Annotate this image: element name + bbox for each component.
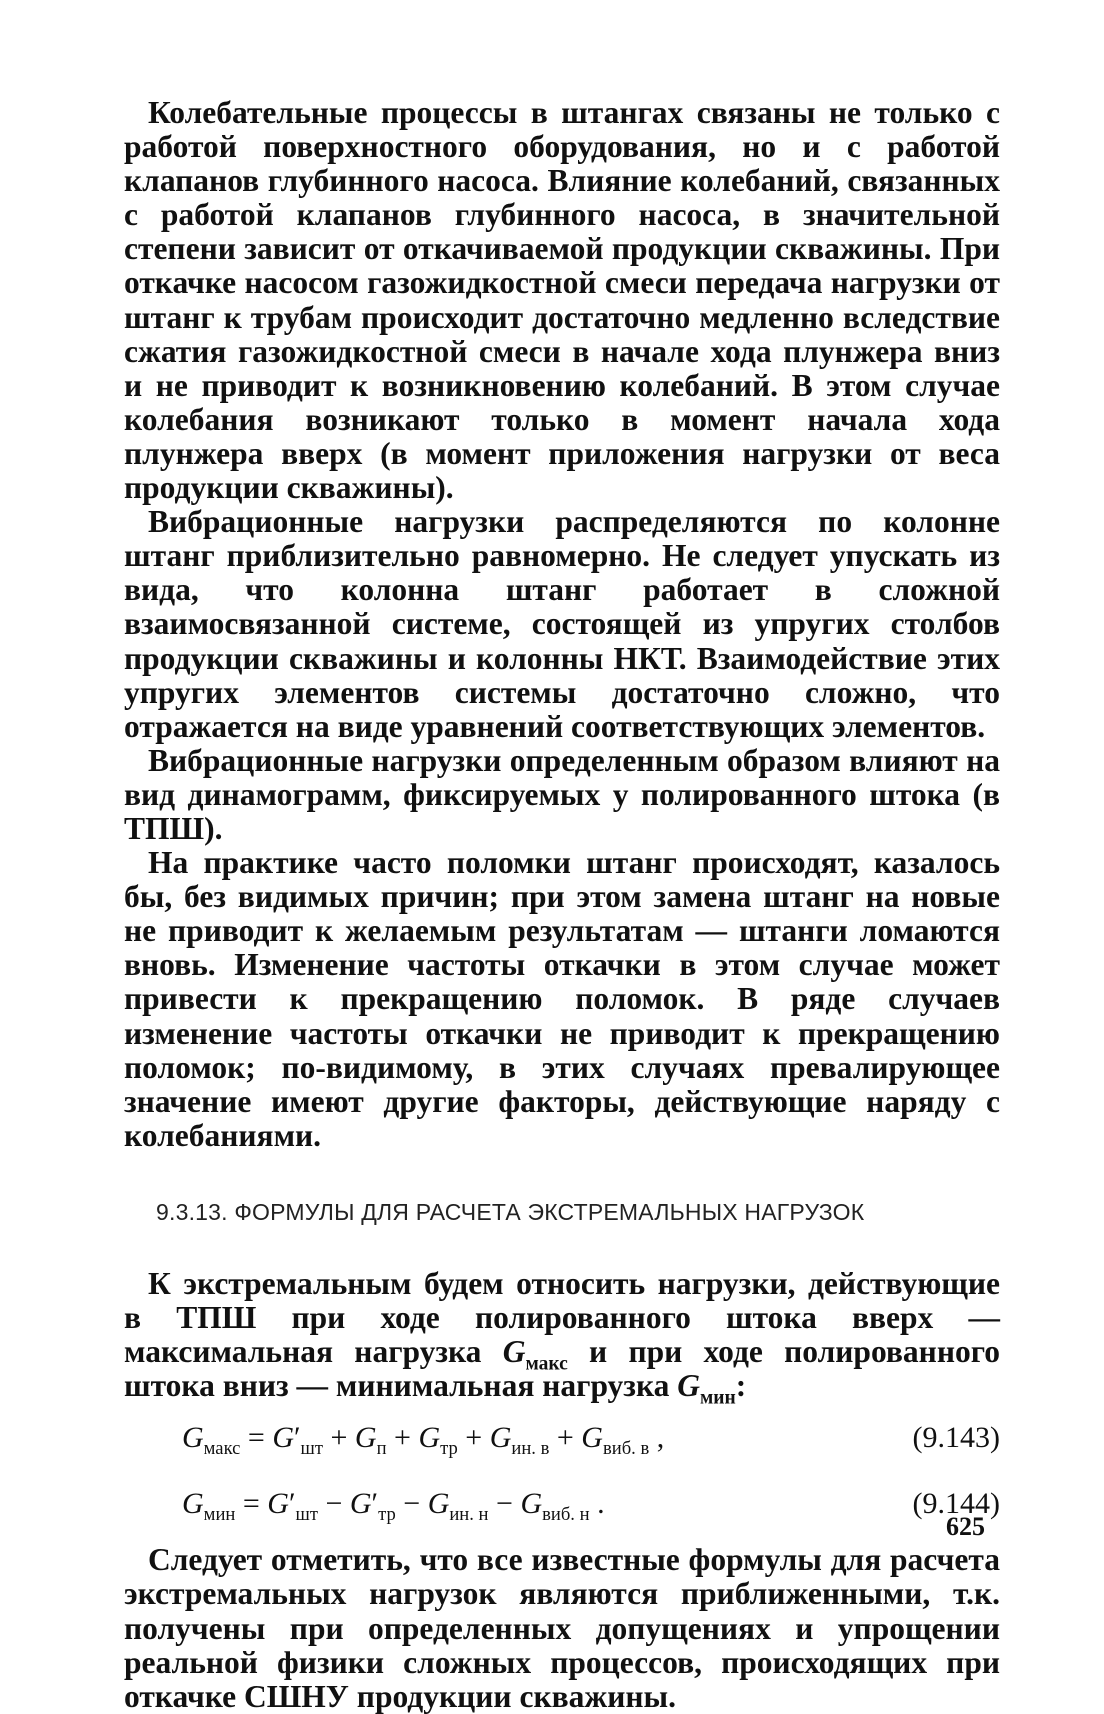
- formula-expression: $G_{мин} = G'_{шт} - G'_{тр} - G_{ин. н} - G_{виб. н}$ .: [182, 1487, 605, 1526]
- formula-term: G: [272, 1421, 294, 1455]
- equation-number: (9.143): [912, 1421, 1000, 1455]
- formula-operator: +: [323, 1421, 355, 1455]
- paragraph-4: На практике часто поломки штанг происходят, казалось бы, без видимых причин; при этом замена штанг на новые не приводит к желаемым результатам — штанги ломаются вновь. Изменение частоты откачки в этом случае может привести к прекращению поломок. В ряде случаев изменение частоты откачки не приводит к прекращению поломок; по-видимому, в этих случаях превалирующее значение имеют другие факторы, действующие наряду с колебаниями.: [124, 845, 1000, 1153]
- g-min-subscript: мин: [700, 1387, 736, 1409]
- formula-subscript: шт: [295, 1504, 318, 1526]
- formula-term: G: [354, 1421, 377, 1455]
- formula-expression: $G_{макс} = G'_{шт} + G_п + G_{тр} + G_{ин. в} + G_{виб. в}$ ,: [182, 1421, 665, 1460]
- formula-operator: +: [457, 1421, 490, 1455]
- formula-subscript: тр: [378, 1504, 396, 1526]
- formula-term: G: [520, 1487, 543, 1521]
- intro-paragraph: [124, 1266, 1000, 1409]
- formula-subscript: тр: [440, 1438, 458, 1460]
- page-number: 625: [946, 1512, 985, 1541]
- intro-text-2: и при ходе полированного штока вниз — минимальная нагрузка: [124, 1334, 1000, 1404]
- g-min-symbol: G: [677, 1368, 700, 1404]
- intro-text-3: :: [735, 1368, 747, 1404]
- closing-paragraph: Следует отметить, что все известные формулы для расчета экстремальных нагрузок являются приближенными, т.к. получены при определенных допущениях и упрощении реальной физики сложных процессов, происходящих при откачке СШНУ продукции скважины.: [124, 1542, 1000, 1714]
- formula-operator: +: [386, 1421, 419, 1455]
- formula-subscript: мин: [203, 1504, 236, 1526]
- formula-subscript: п: [376, 1438, 387, 1460]
- formula-subscript: ин. н: [449, 1504, 489, 1526]
- formula-subscript: виб. н: [542, 1504, 590, 1526]
- formula-term: G: [267, 1487, 289, 1521]
- formula-operator: +: [549, 1421, 582, 1455]
- section-heading: 9.3.13. ФОРМУЛЫ ДЛЯ РАСЧЕТА ЭКСТРЕМАЛЬНЫХ НАГРУЗОК: [156, 1198, 865, 1225]
- formula-term: G: [581, 1421, 603, 1455]
- formula-operator: −: [317, 1487, 350, 1521]
- paragraph-3: Вибрационные нагрузки определенным образом влияют на вид динамограмм, фиксируемых у полированного штока (в ТПШ).: [124, 742, 1000, 846]
- equation-number: (9.144): [912, 1487, 1000, 1521]
- paragraph-2: Вибрационные нагрузки распределяются по колонне штанг приблизительно равномерно. Не следует упускать из вида, что колонна штанг работает в сложной взаимосвязанной системе, состоящей из упругих столбов продукции скважины и колонны НКТ. Взаимодействие этих упругих элементов системы достаточно сложно, что отражается на виде уравнений соответствующих элементов.: [124, 504, 1000, 744]
- formula-subscript: виб. в: [602, 1438, 650, 1460]
- formula-term: G: [489, 1421, 512, 1455]
- formula-term: G: [427, 1487, 450, 1521]
- formula-subscript: макс: [203, 1438, 241, 1460]
- intro-text-1: К экстремальным будем относить нагрузки, действующие в ТПШ при ходе полированного штока вверх — максимальная нагрузка: [124, 1266, 1000, 1370]
- formula-9-143: [174, 1411, 1000, 1469]
- formula-operator: =: [235, 1487, 268, 1521]
- formula-term: G: [418, 1421, 441, 1455]
- formula-operator: −: [395, 1487, 428, 1521]
- formula-operator: −: [488, 1487, 521, 1521]
- formula-term: G: [349, 1487, 372, 1521]
- formula-operator: =: [240, 1421, 273, 1455]
- formula-term: G: [182, 1487, 204, 1521]
- paragraph-1: Колебательные процессы в штангах связаны не только с работой поверхностного оборудования, но и с работой клапанов глубинного насоса. Влияние колебаний, связанных с работой клапанов глубинного насоса, в значительной степени зависит от откачиваемой продукции скважины. При откачке насосом газожидкостной смеси передача нагрузки от штанг к трубам происходит достаточно медленно вследствие сжатия газожидкостной смеси в начале хода плунжера вниз и не приводит к возникновению колебаний. В этом случае колебания возникают только в момент начала хода плунжера вверх (в момент приложения нагрузки от веса продукции скважины).: [124, 95, 1000, 506]
- formula-subscript: шт: [300, 1438, 323, 1460]
- page-body: [124, 96, 1000, 1714]
- formula-term: G: [182, 1421, 204, 1455]
- formula-subscript: ин. в: [511, 1438, 550, 1460]
- g-max-subscript: макс: [525, 1353, 568, 1375]
- formula-9-144: [174, 1477, 1000, 1535]
- g-max-symbol: G: [502, 1334, 526, 1370]
